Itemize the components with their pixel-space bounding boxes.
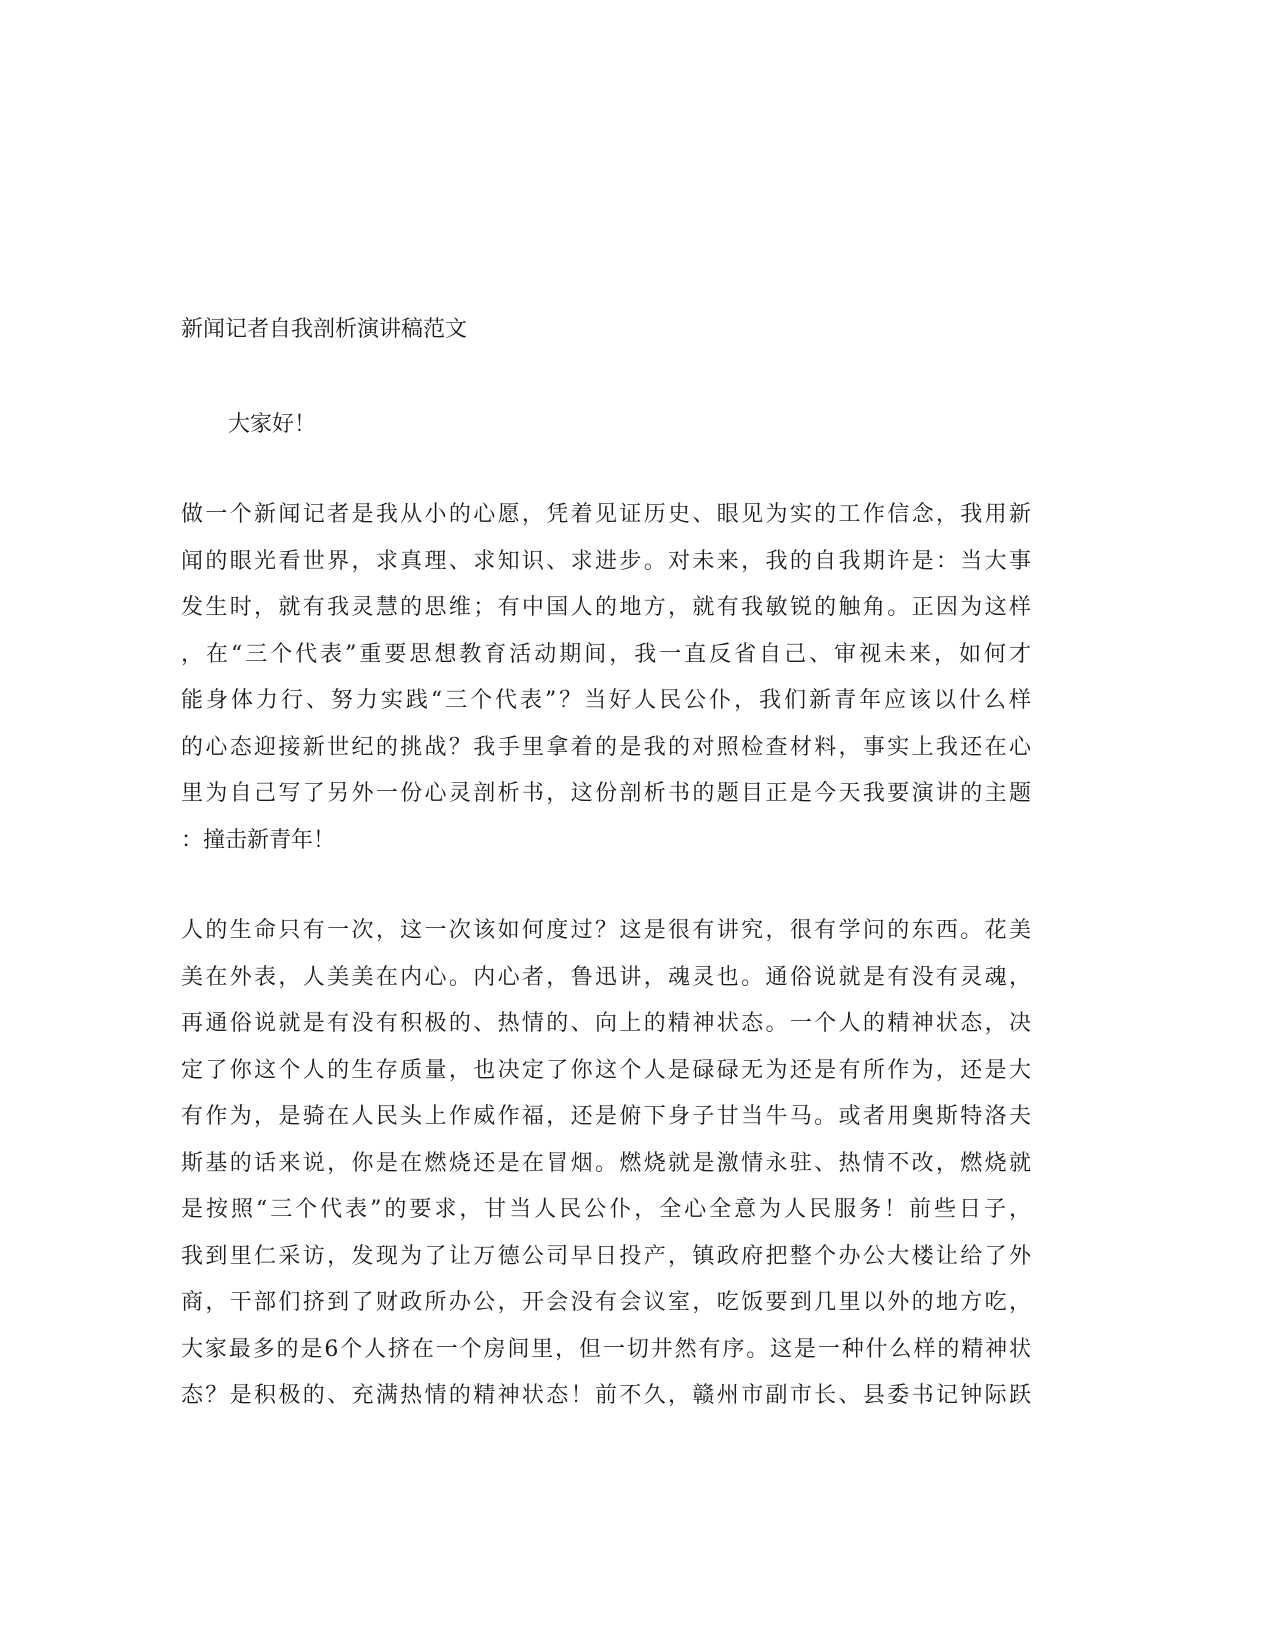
text-line: 发生时，就有我灵慧的思维；有中国人的地方，就有我敏锐的触角。正因为这样 [181,595,1031,620]
paragraph-1 [181,492,1031,864]
text-line: 有作为，是骑在人民头上作威作福，还是俯下身子甘当牛马。或者用奥斯特洛夫 [181,1104,1031,1129]
text-line: 态？是积极的、充满热情的精神状态！前不久，赣州市副市长、县委书记钟际跃 [181,1383,1031,1408]
text-line: 商，干部们挤到了财政所办公，开会没有会议室，吃饭要到几里以外的地方吃， [181,1290,1031,1315]
text-line: 美在外表，人美美在内心。内心者，鲁迅讲，魂灵也。通俗说就是有没有灵魂， [181,964,1031,990]
text-line: 里为自己写了另外一份心灵剖析书，这份剖析书的题目正是今天我要演讲的主题 [181,781,1031,806]
text-line: 我到里仁采访，发现为了让万德公司早日投产，镇政府把整个办公大楼让给了外 [181,1243,1031,1269]
greeting-line: 大家好！ [228,412,317,437]
text-line: ，在“三个代表”重要思想教育活动期间，我一直反省自己、审视未来，如何才 [181,641,1031,667]
paragraph-2 [181,908,1031,1420]
text-line: 的心态迎接新世纪的挑战？我手里拿着的是我的对照检查材料，事实上我还在心 [181,734,1031,760]
text-line: 能身体力行、努力实践“三个代表”？当好人民公仆，我们新青年应该以什么样 [181,688,1031,713]
text-line: 闻的眼光看世界，求真理、求知识、求进步。对未来，我的自我期许是：当大事 [181,548,1031,574]
document-title: 新闻记者自我剖析演讲稿范文 [181,317,468,342]
text-line: 人的生命只有一次，这一次该如何度过？这是很有讲究，很有学问的东西。花美 [181,918,1031,943]
text-line: 做一个新闻记者是我从小的心愿，凭着见证历史、眼见为实的工作信念，我用新 [181,502,1031,527]
text-line: 大家最多的是6个人挤在一个房间里，但一切井然有序。这是一种什么样的精神状 [181,1336,1031,1362]
text-line: 是按照“三个代表”的要求，甘当人民公仆，全心全意为人民服务！前些日子， [181,1197,1031,1222]
text-line: 斯基的话来说，你是在燃烧还是在冒烟。燃烧就是激情永驻、热情不改，燃烧就 [181,1150,1031,1176]
text-line: ：撞击新青年！ [181,827,336,853]
text-line: 再通俗说就是有没有积极的、热情的、向上的精神状态。一个人的精神状态，决 [181,1011,1031,1036]
text-line: 定了你这个人的生存质量，也决定了你这个人是碌碌无为还是有所作为，还是大 [181,1057,1031,1083]
